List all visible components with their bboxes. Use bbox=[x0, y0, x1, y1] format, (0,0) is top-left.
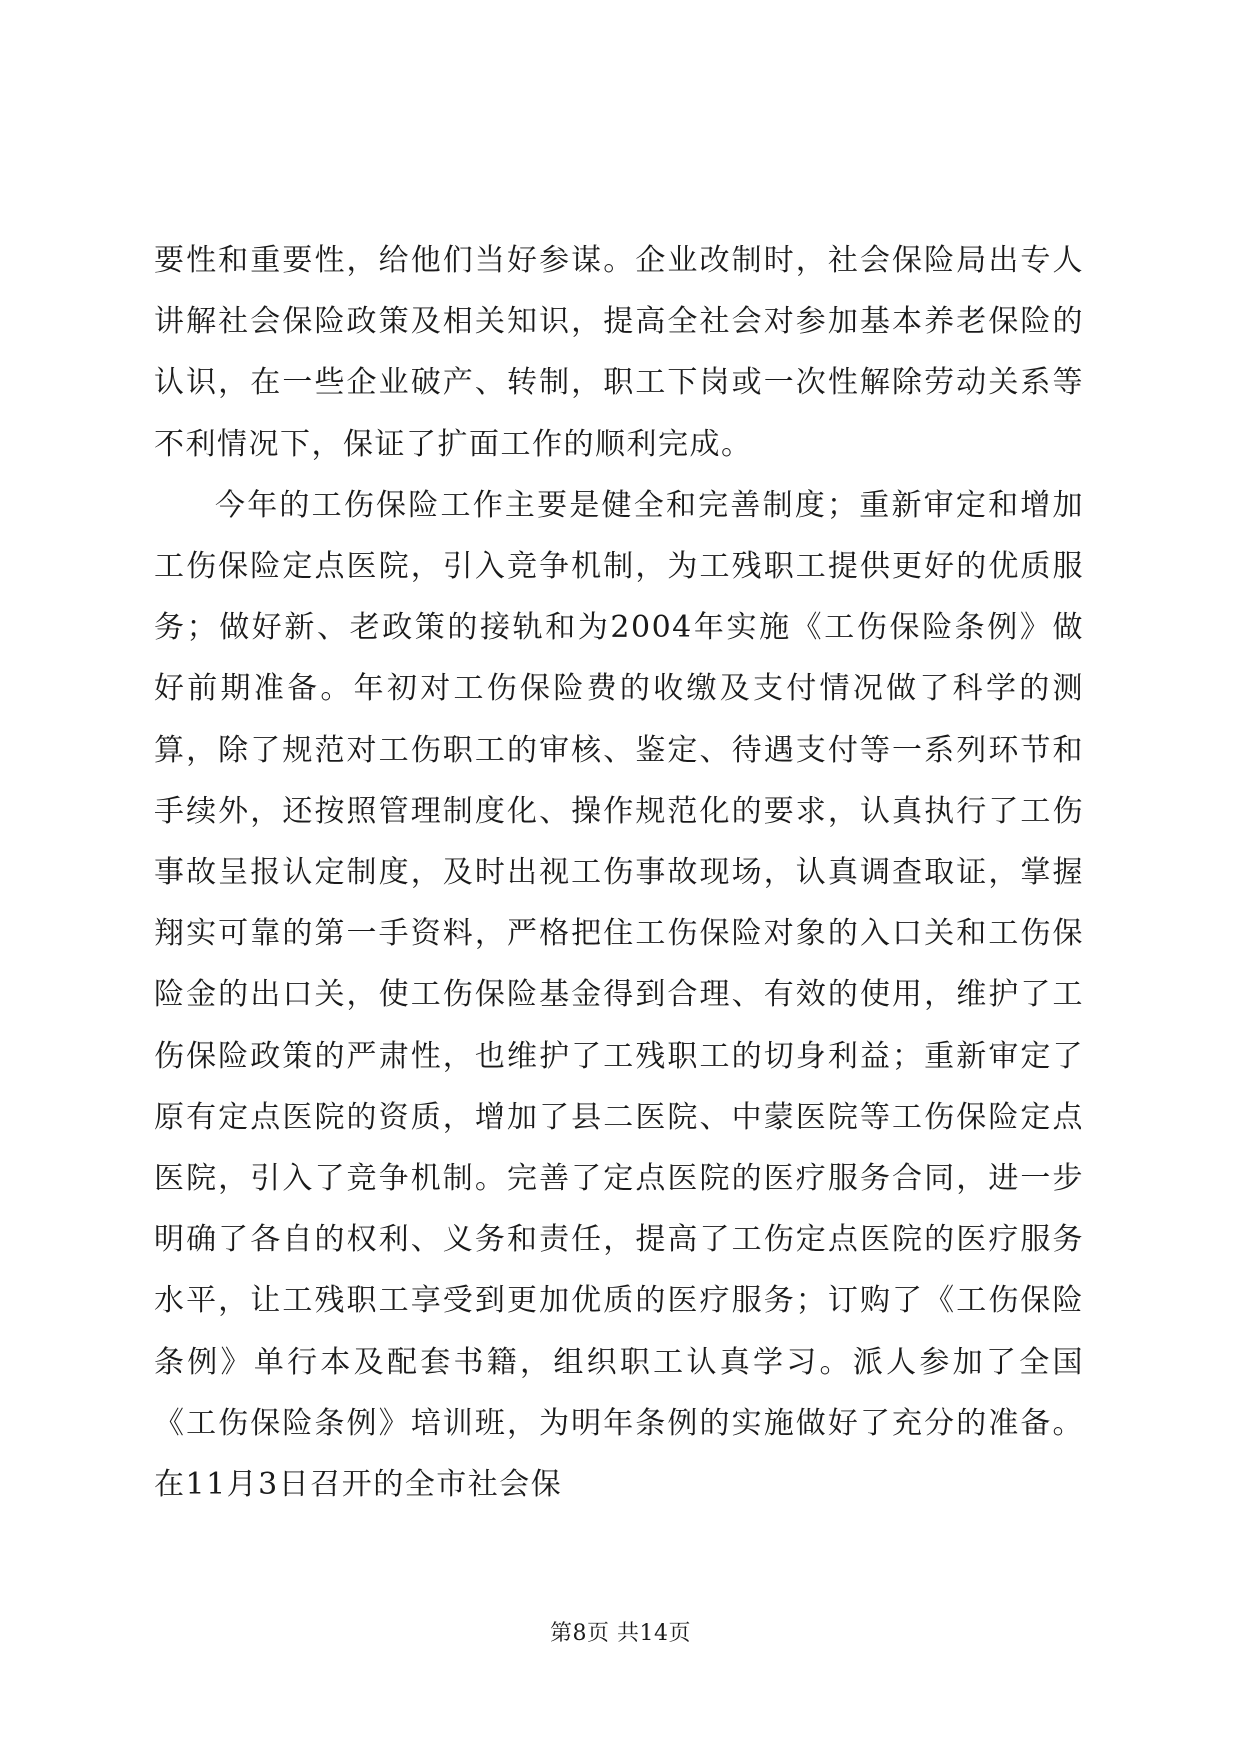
paragraph-2: 今年的工伤保险工作主要是健全和完善制度；重新审定和增加工伤保险定点医院，引入竞争机制，为工残职工提供更好的优质服务；做好新、老政策的接轨和为2004年实施《工伤保险条例》做好前期准备。年初对工伤保险费的收缴及支付情况做了科学的测算，除了规范对工伤职工的审核、鉴定、待遇支付等一系列环节和手续外，还按照管理制度化、操作规范化的要求，认真执行了工伤事故呈报认定制度，及时出视工伤事故现场，认真调查取证，掌握翔实可靠的第一手资料，严格把住工伤保险对象的入口关和工伤保险金的出口关，使工伤保险基金得到合理、有效的使用，维护了工伤保险政策的严肃性，也维护了工残职工的切身利益；重新审定了原有定点医院的资质，增加了县二医院、中蒙医院等工伤保险定点医院，引入了竞争机制。完善了定点医院的医疗服务合同，进一步明确了各自的权利、义务和责任，提高了工伤定点医院的医疗服务水平，让工残职工享受到更加优质的医疗服务；订购了《工伤保险条例》单行本及配套书籍，组织职工认真学习。派人参加了全国《工伤保险条例》培训班，为明年条例的实施做好了充分的准备。在11月3日召开的全市社会保 bbox=[154, 487, 1084, 1503]
paragraph-1: 要性和重要性，给他们当好参谋。企业改制时，社会保险局出专人讲解社会保险政策及相关知识，提高全社会对参加基本养老保险的认识，在一些企业破产、转制，职工下岗或一次性解除劳动关系等不利情况下，保证了扩面工作的顺利完成。 bbox=[154, 243, 1084, 462]
page-footer: 第8页 共14页 bbox=[550, 1621, 691, 1646]
document-body bbox=[154, 230, 1084, 1515]
